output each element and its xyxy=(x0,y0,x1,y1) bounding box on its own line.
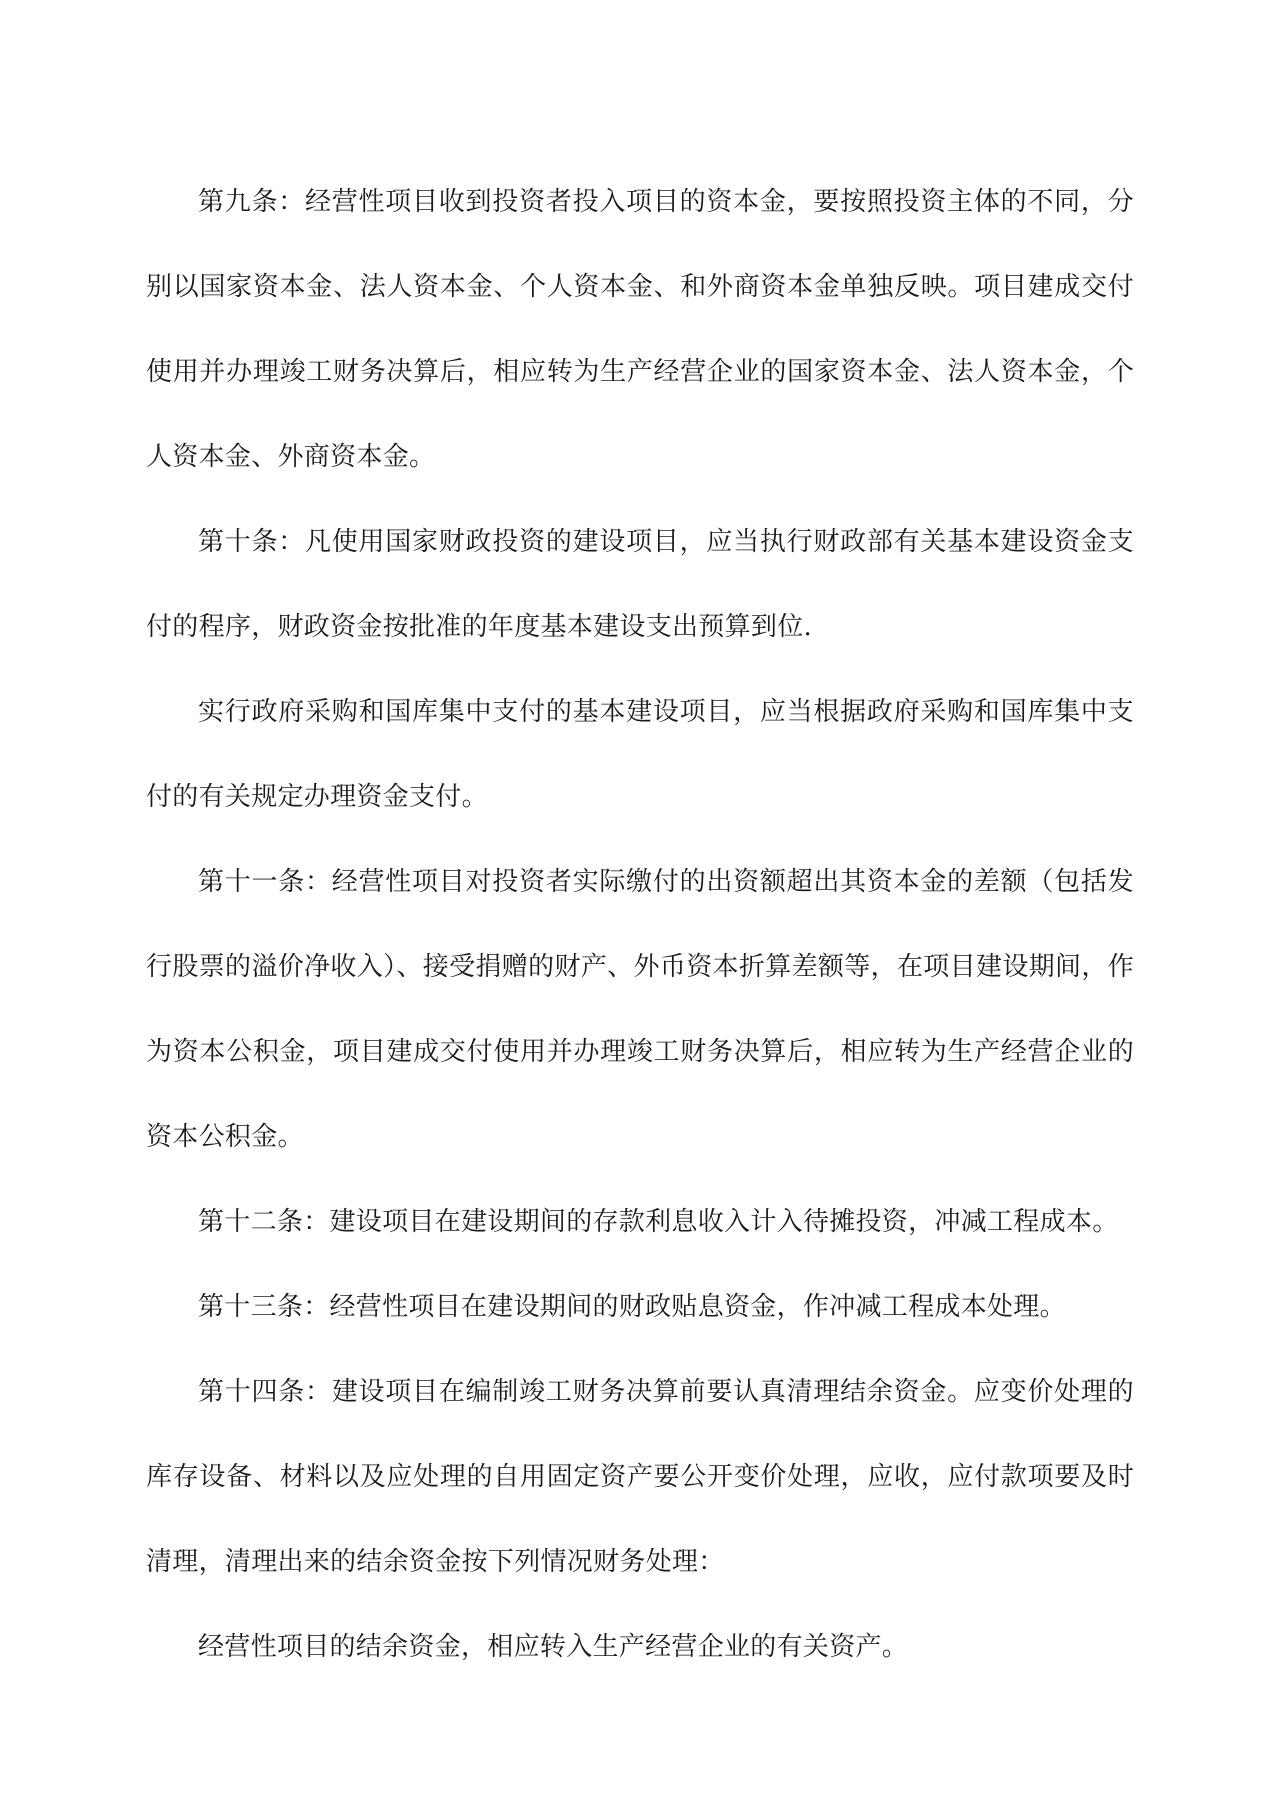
document-body xyxy=(146,160,1134,1690)
paragraph-article-11: 第十一条：经营性项目对投资者实际缴付的出资额超出其资本金的差额（包括发行股票的溢价净收入）、接受捐赠的财产、外币资本折算差额等，在项目建设期间，作为资本公积金，项目建成交付使用并办理竣工财务决算后，相应转为生产经营企业的资本公积金。 xyxy=(146,867,1134,1152)
paragraph-article-13: 第十三条：经营性项目在建设期间的财政贴息资金，作冲减工程成本处理。 xyxy=(198,1292,1066,1322)
paragraph-surplus-funds: 经营性项目的结余资金，相应转入生产经营企业的有关资产。 xyxy=(198,1632,909,1662)
paragraph-article-10: 第十条：凡使用国家财政投资的建设项目，应当执行财政部有关基本建设资金支付的程序，财政资金按批准的年度基本建设支出预算到位. xyxy=(146,527,1134,642)
paragraph-article-12: 第十二条：建设项目在建设期间的存款利息收入计入待摊投资，冲减工程成本。 xyxy=(198,1207,1119,1237)
paragraph-article-9: 第九条：经营性项目收到投资者投入项目的资本金，要按照投资主体的不同，分别以国家资本金、法人资本金、个人资本金、和外商资本金单独反映。项目建成交付使用并办理竣工财务决算后，相应转为生产经营企业的国家资本金、法人资本金，个人资本金、外商资本金。 xyxy=(146,187,1134,472)
paragraph-article-14: 第十四条：建设项目在编制竣工财务决算前要认真清理结余资金。应变价处理的库存设备、材料以及应处理的自用固定资产要公开变价处理，应收，应付款项要及时清理，清理出来的结余资金按下列情况财务处理： xyxy=(146,1377,1134,1577)
paragraph-government-procurement: 实行政府采购和国库集中支付的基本建设项目，应当根据政府采购和国库集中支付的有关规定办理资金支付。 xyxy=(146,697,1134,812)
